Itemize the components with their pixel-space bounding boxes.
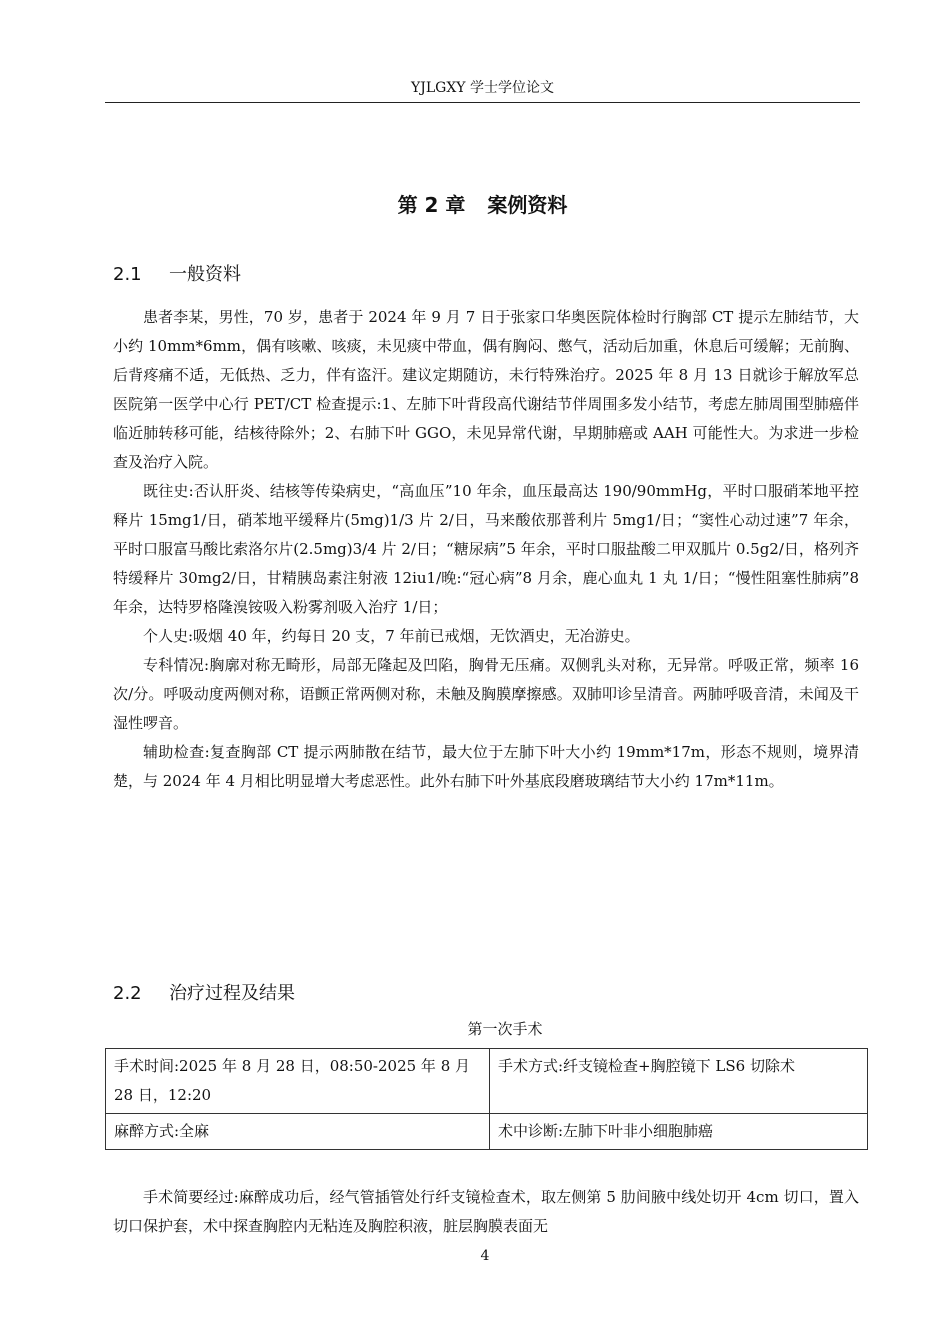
page-number: 4	[480, 1248, 490, 1264]
surgery-table	[105, 1048, 868, 1150]
surgery-procedure-body	[113, 1183, 859, 1241]
paragraph-surgery-procedure: 手术简要经过:麻醉成功后，经气管插管处行纤支镜检查术，取左侧第 5 肋间腋中线处切开 4cm 切口，置入切口保护套，术中探查胸腔内无粘连及胸腔积液，脏层胸膜表面无	[113, 1188, 859, 1235]
paragraph-history: 患者李某，男性，70 岁，患者于 2024 年 9 月 7 日于张家口华奥医院体检时行胸部 CT 提示左肺结节，大小约 10mm*6mm，偶有咳嗽、咳痰，未见痰中带血，偶有胸闷、憋气，活动后加重，休息后可缓解；无前胸、后背疼痛不适，无低热、乏力，伴有盗汗。建议定期随访，未行特殊治疗。2025 年 8 月 13 日就诊于解放军总医院第一医学中心行 PET/CT 检查提示:1、左肺下叶背段高代谢结节伴周围多发小结节，考虑左肺周围型肺癌伴临近肺转移可能，结核待除外；2、右肺下叶 GGO，未见异常代谢，早期肺癌或 AAH 可能性大。为求进一步检查及治疗入院。	[113, 308, 859, 471]
paragraph-specialist-exam: 专科情况:胸廓对称无畸形，局部无隆起及凹陷，胸骨无压痛。双侧乳头对称，无异常。呼吸正常，频率 16 次/分。呼吸动度两侧对称，语颤正常两侧对称，未触及胸膜摩擦感。双肺叩诊呈清音。两肺呼吸音清，未闻及干湿性啰音。	[113, 656, 859, 732]
running-header: YJLGXY 学士学位论文	[411, 80, 554, 96]
header-rule	[105, 102, 860, 103]
section-heading-2-1	[113, 262, 241, 288]
section-number: 2.1	[113, 264, 142, 285]
section-title: 治疗过程及结果	[169, 983, 295, 1004]
paragraph-past-history: 既往史:否认肝炎、结核等传染病史，“高血压”10 年余，血压最高达 190/90mmHg，平时口服硝苯地平控释片 15mg1/日，硝苯地平缓释片(5mg)1/3 片 2/日，马来酸依那普利片 5mg1/日；“窦性心动过速”7 年余，平时口服富马酸比索洛尔片(2.5mg)3/4 片 2/日；“糖尿病”5 年余，平时口服盐酸二甲双胍片 0.5g2/日，格列齐特缓释片 30mg2/日，甘精胰岛素注射液 12iu1/晚:“冠心病”8 月余，鹿心血丸 1 丸 1/日；“慢性阻塞性肺病”8 年余，达特罗格隆溴铵吸入粉雾剂吸入治疗 1/日；	[113, 482, 859, 616]
chapter-name: 案例资料	[487, 193, 568, 217]
table-cell-surgery-method: 手术方式:纤支镜检查+胸腔镜下 LS6 切除术	[490, 1049, 868, 1114]
chapter-number: 第 2 章	[397, 193, 466, 217]
general-info-body	[113, 303, 859, 796]
section-heading-2-2	[113, 981, 295, 1007]
table-cell-diagnosis: 术中诊断:左肺下叶非小细胞肺癌	[490, 1114, 868, 1150]
table-row	[106, 1114, 868, 1150]
chapter-title	[105, 190, 860, 220]
table-cell-surgery-time: 手术时间:2025 年 8 月 28 日，08:50-2025 年 8 月 28 日，12:20	[106, 1049, 490, 1114]
paragraph-personal-history: 个人史:吸烟 40 年，约每日 20 支，7 年前已戒烟，无饮酒史，无冶游史。	[143, 627, 640, 645]
section-title: 一般资料	[169, 264, 241, 285]
section-number: 2.2	[113, 983, 142, 1004]
table-caption: 第一次手术	[467, 1020, 543, 1038]
table-row	[106, 1049, 868, 1114]
paragraph-auxiliary-exam: 辅助检查:复查胸部 CT 提示两肺散在结节，最大位于左肺下叶大小约 19mm*17m，形态不规则，境界清楚，与 2024 年 4 月相比明显增大考虑恶性。此外右肺下叶外基底段磨玻璃结节大小约 17m*11m。	[113, 743, 859, 790]
table-cell-anesthesia: 麻醉方式:全麻	[106, 1114, 490, 1150]
